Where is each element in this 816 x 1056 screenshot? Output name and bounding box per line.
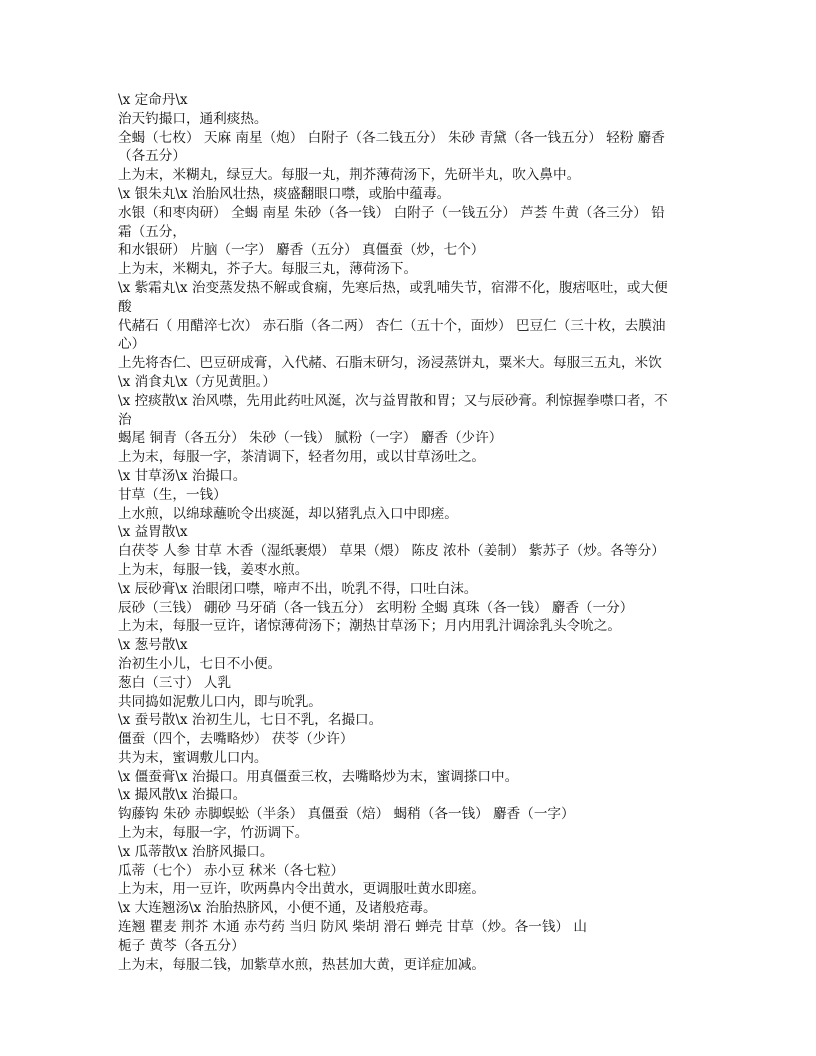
text-line: 上为末，每服一字，茶清调下，轻者勿用，或以甘草汤吐之。 <box>118 449 486 466</box>
text-line: 代赭石（ 用醋淬七次） 赤石脂（各二两） 杏仁（五十个，面炒） 巴豆仁（三十枚，去膜油 <box>118 317 666 334</box>
text-line: 上为末，每服一钱，姜枣水煎。 <box>118 561 309 578</box>
text-line: 蝎尾 铜青（各五分） 朱砂（一钱） 腻粉（一字） 麝香（少许） <box>118 430 503 447</box>
text-line: 心） <box>118 336 146 353</box>
text-line: 霜（五分， <box>118 223 186 240</box>
text-line: \x 甘草汤\x 治撮口。 <box>118 467 247 484</box>
text-line: 上为末，每服一字，竹沥调下。 <box>118 825 309 842</box>
text-line: 酸 <box>118 298 132 315</box>
text-line: 上为末，每服二钱，加紫草水煎，热甚加大黄，更详症加减。 <box>118 956 486 973</box>
text-line: 白茯苓 人参 甘草 木香（湿纸裹煨） 草果（煨） 陈皮 浓朴（姜制） 紫苏子（炒。各等分） <box>118 543 665 560</box>
text-line: \x 葱号散\x <box>118 637 188 654</box>
text-line: 钩藤钩 朱砂 赤脚蜈蚣（半条） 真僵蚕（焙） 蝎稍（各一钱） 麝香（一字） <box>118 806 575 823</box>
text-line: 葱白（三寸） 人乳 <box>118 674 232 691</box>
text-line: 治天钓撮口，通利痰热。 <box>118 110 268 127</box>
text-line: 甘草（生，一钱） <box>118 486 227 503</box>
text-line: \x 辰砂膏\x 治眼闭口噤，啼声不出，吮乳不得，口吐白沫。 <box>118 580 478 597</box>
text-line: \x 紫霜丸\x 治变蒸发热不解或食痫，先寒后热，或乳哺失节，宿滞不化，腹痞呕吐，或大便 <box>118 279 668 296</box>
text-line: 上为末，用一豆许，吹两鼻内令出黄水，更调服吐黄水即瘥。 <box>118 881 486 898</box>
text-line: \x 益胃散\x <box>118 524 188 541</box>
text-line: \x 大连翘汤\x 治胎热脐风，小便不通，及诸般疮毒。 <box>118 900 437 917</box>
text-line: 辰砂（三钱） 硼砂 马牙硝（各一钱五分） 玄明粉 全蝎 真珠（各一钱） 麝香（一分） <box>118 599 634 616</box>
text-line: \x 银朱丸\x 治胎风壮热，痰盛翻眼口噤，或胎中蕴毒。 <box>118 185 451 202</box>
text-line: \x 瓜蒂散\x 治脐风撮口。 <box>118 843 274 860</box>
text-line: 上为末，每服一豆许，诸惊薄荷汤下；潮热甘草汤下；月内用乳汁调涂乳头令吮之。 <box>118 618 621 635</box>
text-line: 上为末，米糊丸，芥子大。每服三丸，薄荷汤下。 <box>118 261 418 278</box>
text-line: \x 撮风散\x 治撮口。 <box>118 787 247 804</box>
text-line: 栀子 黄芩（各五分） <box>118 937 245 954</box>
text-line: 上先将杏仁、巴豆研成膏，入代赭、石脂末研匀，汤浸蒸饼丸，粟米大。每服三五丸，米饮 <box>118 355 662 372</box>
text-line: 水银（和枣肉研） 全蝎 南星 朱砂（各一钱） 白附子（一钱五分） 芦荟 牛黄（各三分） 铅 <box>118 204 665 221</box>
text-line: \x 消食丸\x（方见黄胆。） <box>118 373 276 390</box>
text-line: 僵蚕（四个，去嘴略炒） 茯苓（少许） <box>118 731 354 748</box>
text-line: （各五分） <box>118 148 186 165</box>
text-line: \x 控痰散\x 治风噤，先用此药吐风涎，次与益胃散和胃；又与辰砂膏。利惊握拳噤口者，不 <box>118 392 668 409</box>
text-line: 治初生小儿，七日不小便。 <box>118 655 282 672</box>
text-line: 共同捣如泥敷儿口内，即与吮乳。 <box>118 693 322 710</box>
text-line: \x 僵蚕膏\x 治撮口。用真僵蚕三枚，去嘴略炒为末，蜜调搽口中。 <box>118 768 519 785</box>
text-line: \x 定命丹\x <box>118 92 188 108</box>
text-line: 和水银研） 片脑（一字） 麝香（五分） 真僵蚕（炒，七个） <box>118 242 485 259</box>
text-line: 瓜蒂（七个） 赤小豆 秫米（各七粒） <box>118 862 345 879</box>
text-line: 治 <box>118 411 132 428</box>
document-page <box>118 91 718 974</box>
text-line: 全蝎（七枚） 天麻 南星（炮） 白附子（各二钱五分） 朱砂 青黛（各一钱五分） 轻粉 麝香 <box>118 129 665 146</box>
text-line: 共为末，蜜调敷儿口内。 <box>118 749 268 766</box>
text-line: 连翘 瞿麦 荆芥 木通 赤芍药 当归 防风 柴胡 滑石 蝉壳 甘草（炒。各一钱） 山 <box>118 919 587 936</box>
text-line: 上为末，米糊丸，绿豆大。每服一丸，荆芥薄荷汤下，先研半丸，吹入鼻中。 <box>118 167 581 184</box>
text-line: 上水煎，以绵球蘸吮令出痰涎，却以猪乳点入口中即瘥。 <box>118 505 458 522</box>
text-line: \x 蚕号散\x 治初生儿，七日不乳，名撮口。 <box>118 712 383 729</box>
